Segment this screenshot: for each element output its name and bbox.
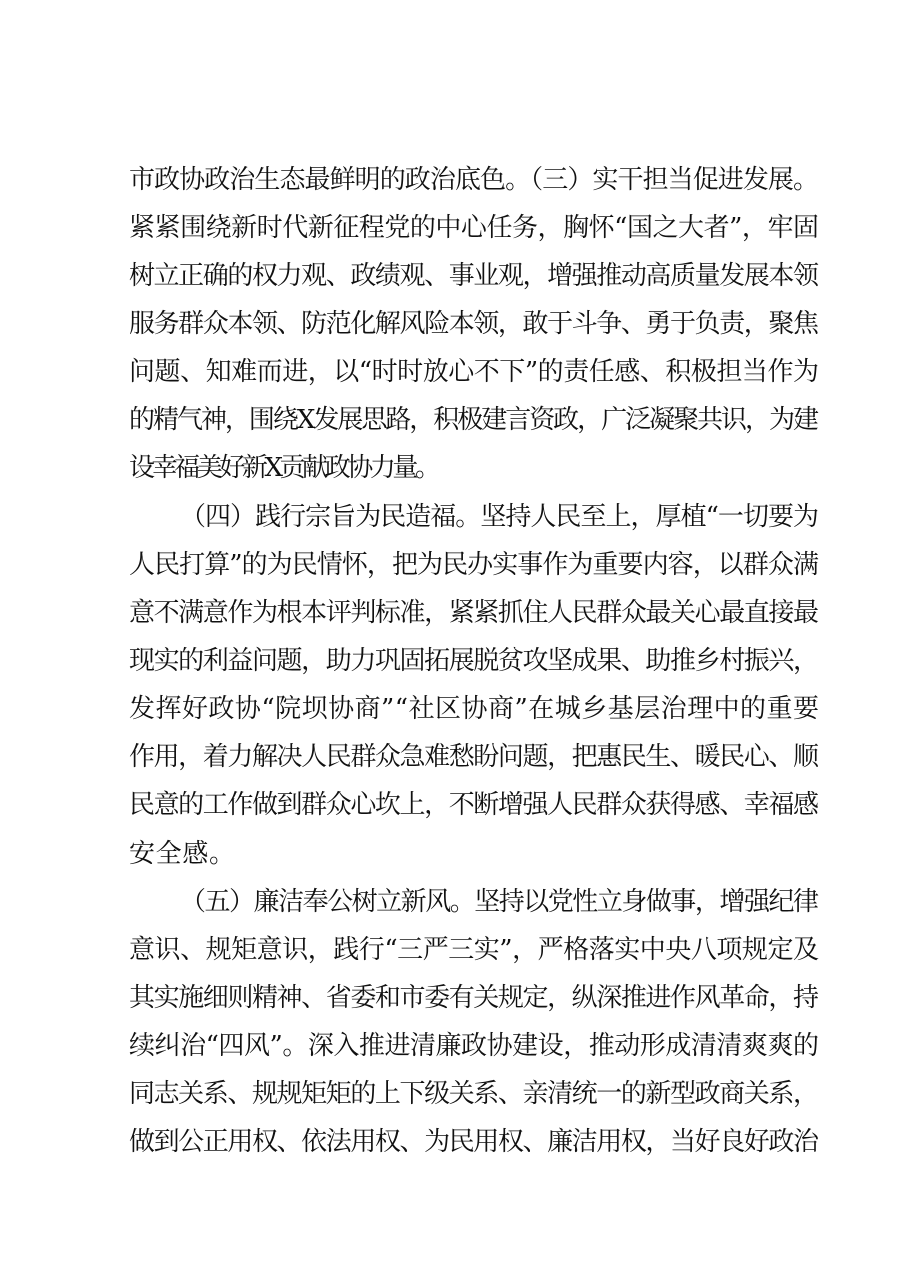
text-line [0,354,909,390]
line-text: 意识、规矩意识，践行“三严三实”，严格落实中央八项规定及 [129,935,819,965]
text-line [0,691,909,727]
text-line [0,402,909,438]
line-text: 其实施细则精神、省委和市委有关规定，纵深推进作风革命，持 [129,983,818,1013]
line-text: （四）践行宗旨为民造福。坚持人民至上，厚植“一切要为 [180,502,819,532]
text-line [0,836,909,872]
text-line [0,210,909,246]
line-text: 安全感。 [129,839,236,869]
text-line [0,162,909,198]
text-line [0,884,909,920]
text-line [0,1076,909,1112]
line-text: 做到公正用权、依法用权、为民用权、廉洁用权，当好良好政治 [129,1127,818,1157]
text-line [0,643,909,679]
text-line [0,739,909,775]
text-line [0,547,909,583]
line-text: 紧紧围绕新时代新征程党的中心任务，胸怀“国之大者”，牢固 [129,213,819,243]
line-text: 问题、知难而进，以“时时放心不下”的责任感、积极担当作为 [129,357,819,387]
text-line [0,499,909,535]
line-text: 民意的工作做到群众心坎上，不断增强人民群众获得感、幸福感 [129,790,818,820]
line-text: 发挥好政协“院坝协商”“社区协商”在城乡基层治理中的重要 [129,694,820,724]
text-line [0,787,909,823]
text-line [0,1028,909,1064]
line-text: 同志关系、规规矩矩的上下级关系、亲清统一的新型政商关系， [129,1079,818,1109]
text-line [0,1124,909,1160]
text-line [0,450,909,486]
line-text: （五）廉洁奉公树立新风。坚持以党性立身做事，增强纪律 [180,887,818,917]
text-line [0,980,909,1016]
line-text: 的精气神，围绕X发展思路，积极建言资政，广泛凝聚共识，为建 [129,405,817,435]
line-text: 市政协政治生态最鲜明的政治底色。（三）实干担当促进发展。 [129,165,819,195]
line-text: 服务群众本领、防范化解风险本领，敢于斗争、勇于负责，聚焦 [129,309,818,339]
line-text: 树立正确的权力观、政绩观、事业观，增强推动高质量发展本领 [129,261,818,291]
line-text: 意不满意作为根本评判标准，紧紧抓住人民群众最关心最直接最 [129,598,818,628]
text-line [0,306,909,342]
line-text: 设幸福美好新X贡献政协力量。 [129,453,438,483]
line-text: 人民打算”的为民情怀，把为民办实事作为重要内容，以群众满 [129,550,819,580]
line-text: 续纠治“四风”。深入推进清廉政协建设，推动形成清清爽爽的 [129,1031,819,1061]
line-text: 作用，着力解决人民群众急难愁盼问题，把惠民生、暖民心、顺 [129,742,818,772]
text-line [0,595,909,631]
text-line [0,932,909,968]
text-line [0,258,909,294]
line-text: 现实的利益问题，助力巩固拓展脱贫攻坚成果、助推乡村振兴， [129,646,818,676]
